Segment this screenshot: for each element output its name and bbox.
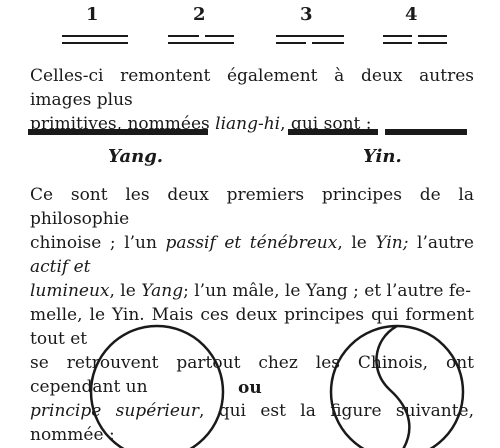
ou-label: ou — [238, 378, 262, 398]
paragraph-line — [30, 279, 474, 303]
tetragram-number-2: 2 — [193, 4, 206, 25]
emphasis: principe supérieur — [30, 401, 199, 421]
emphasis: Yang — [141, 281, 184, 301]
paragraph-line: Ce sont les deux premiers principes de la philosophie — [30, 185, 474, 229]
text-span: , qui sont : — [280, 114, 372, 134]
tetragram-number-4: 4 — [405, 4, 418, 25]
emphasis: lumineux — [30, 281, 110, 301]
paragraph-line — [30, 231, 474, 279]
paragraph-liang-hi — [30, 64, 474, 136]
text-span: , qui est la figure suivante, nommée : — [30, 401, 474, 445]
text-span: , le — [109, 281, 142, 301]
emphasis: passif et ténébreux — [165, 233, 338, 253]
text-span: chinoise ; l’un — [30, 233, 166, 253]
term-liang-hi: liang-hi — [215, 114, 281, 134]
paragraph-principles — [30, 183, 474, 447]
paragraph-line: Celles-ci remontent également à deux autres images plus — [30, 66, 474, 110]
yang-label: Yang. — [108, 146, 164, 167]
text-span: l’autre — [408, 233, 474, 253]
tetragram-number-3: 3 — [300, 4, 313, 25]
paragraph-line — [30, 112, 474, 136]
paragraph-line: se retrouvent partout chez les Chinois, ont cependant un — [30, 353, 474, 397]
yin-label: Yin. — [363, 146, 402, 167]
emphasis: Yin; — [375, 233, 409, 253]
text-span: ; l’un mâle, le Yang ; et l’autre fe- — [183, 281, 471, 301]
text-span: primitives, nommées — [30, 114, 216, 134]
paragraph-line — [30, 399, 474, 447]
tetragram-number-1: 1 — [86, 4, 99, 25]
paragraph-line: melle, le Yin. Mais ces deux principes qui forment tout et — [30, 305, 474, 349]
emphasis: actif et — [30, 257, 91, 277]
text-span: , le — [337, 233, 376, 253]
